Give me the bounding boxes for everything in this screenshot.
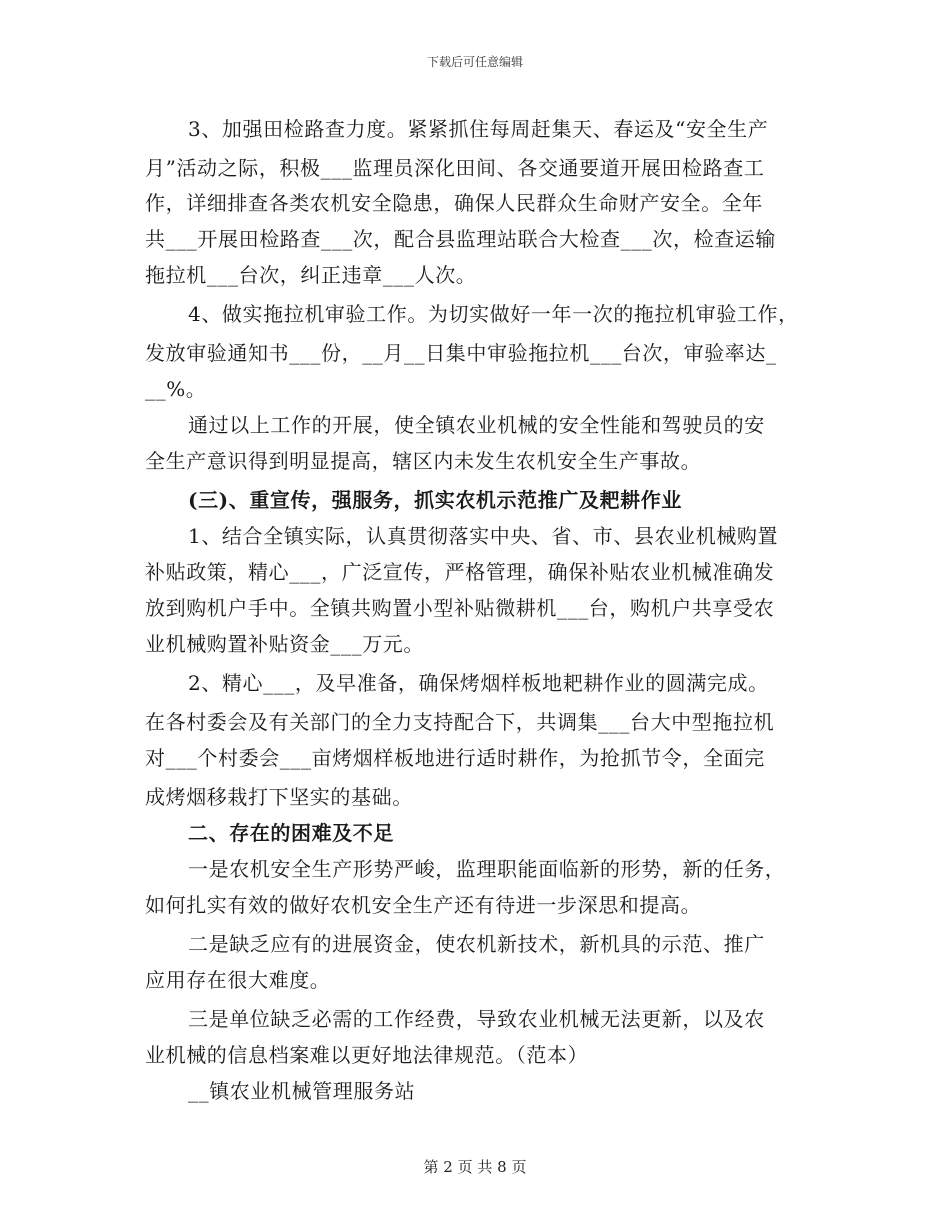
paragraph-line: 如何扎实有效的做好农机安全生产还有待进一步深思和提高。 xyxy=(145,893,702,917)
paragraph-line: 成烤烟移栽打下坚实的基础。 xyxy=(145,785,413,809)
paragraph-line: 三是单位缺乏必需的工作经费，导致农业机械无法更新，以及农 xyxy=(188,1007,765,1031)
paragraph-line: 发放审验通知书___份，__月__日集中审验拖拉机___台次，审验率达_ xyxy=(145,341,777,365)
paragraph-line: 全生产意识得到明显提高，辖区内未发生农机安全生产事故。 xyxy=(145,449,702,473)
paragraph-line: 月”活动之际，积极___监理员深化田间、各交通要道开展田检路查工 xyxy=(145,156,765,180)
paragraph-line: 作，详细排查各类农机安全隐患，确保人民群众生命财产安全。全年 xyxy=(145,191,763,215)
paragraph-line: 应用存在很大难度。 xyxy=(145,968,331,992)
paragraph-line: 在各村委会及有关部门的全力支持配合下，共调集___台大中型拖拉机 xyxy=(145,710,775,734)
paragraph-line: 拖拉机___台次，纠正违章___人次。 xyxy=(145,263,477,287)
paragraph-line: 4、做实拖拉机审验工作。为切实做好一年一次的拖拉机审验工作， xyxy=(188,302,799,326)
paragraph-line: 3、加强田检路查力度。紧紧抓住每周赶集天、春运及“安全生产 xyxy=(188,117,769,141)
paragraph-line: 2、精心___，及早准备，确保烤烟样板地耙耕作业的圆满完成。 xyxy=(188,671,769,695)
signature-line: __镇农业机械管理服务站 xyxy=(188,1079,416,1103)
paragraph-line: 一是农机安全生产形势严峻，监理职能面临新的形势，新的任务， xyxy=(188,857,786,881)
paragraph-line: 共___开展田检路查___次，配合县监理站联合大检查___次，检查运输 xyxy=(145,227,776,251)
paragraph-line: 对___个村委会___亩烤烟样板地进行适时耕作，为抢抓节令，全面完 xyxy=(145,746,765,770)
paragraph-line: 二是缺乏应有的进展资金，使农机新技术，新机具的示范、推广 xyxy=(188,932,765,956)
paragraph-line: 放到购机户手中。全镇共购置小型补贴微耕机___台，购机户共享受农 xyxy=(145,596,775,620)
paragraph-line: 业机械购置补贴资金___万元。 xyxy=(145,632,424,656)
paragraph-line: 1、结合全镇实际，认真贯彻落实中央、省、市、县农业机械购置 xyxy=(188,524,779,548)
page-footer: 第 2 页 共 8 页 xyxy=(423,1158,527,1176)
section-heading: 二、存在的困难及不足 xyxy=(188,821,394,845)
paragraph-line: 补贴政策，精心___，广泛宣传，严格管理，确保补贴农业机械准确发 xyxy=(145,560,775,584)
paragraph-line: 业机械的信息档案难以更好地法律规范。（范本） xyxy=(145,1043,589,1067)
paragraph-line: 通过以上工作的开展，使全镇农业机械的安全性能和驾驶员的安 xyxy=(188,413,765,437)
paragraph-line: __%。 xyxy=(145,377,207,401)
page-header: 下载后可任意编辑 xyxy=(426,55,523,69)
section-heading: (三)、重宣传，强服务，抓实农机示范推广及耙耕作业 xyxy=(188,488,682,512)
